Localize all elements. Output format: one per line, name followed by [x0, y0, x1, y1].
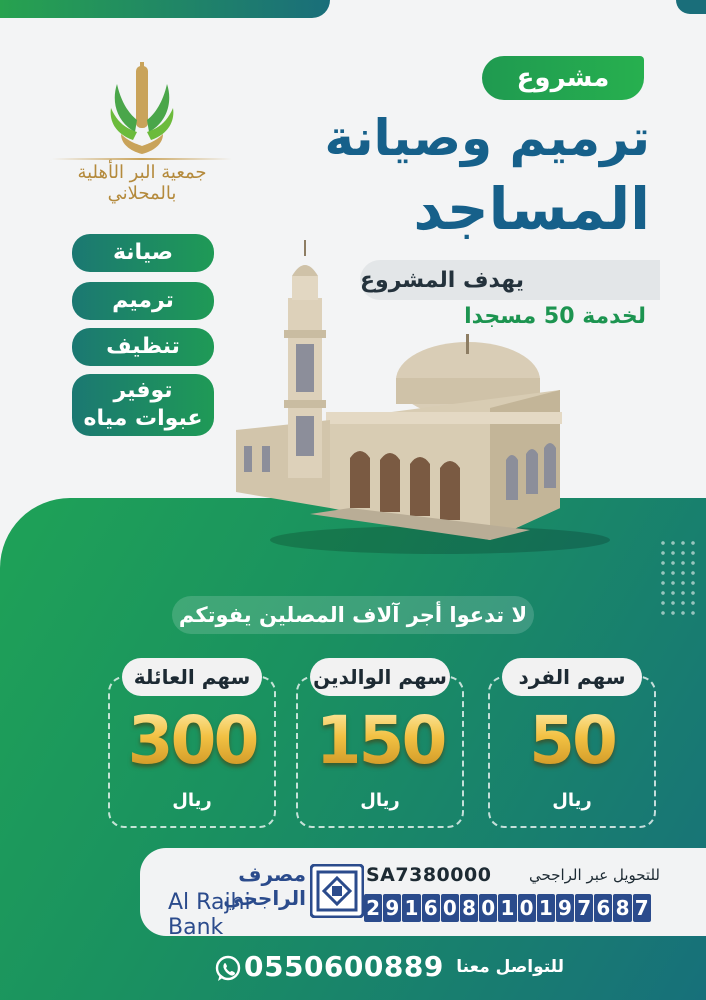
share-card-family[interactable] [108, 665, 276, 828]
service-maintenance: صيانة [72, 234, 214, 272]
share-currency: ريال [552, 790, 592, 811]
goal-target: لخدمة 50 مسجدا [464, 304, 646, 329]
service-water-line-1: توفير [113, 378, 173, 403]
account-digit: 0 [441, 894, 459, 922]
service-water [72, 374, 214, 436]
account-digit: 6 [422, 894, 440, 922]
service-cleaning: تنظيف [72, 328, 214, 366]
account-digit: 9 [556, 894, 574, 922]
share-label: سهم الفرد [502, 658, 642, 696]
account-number[interactable] [364, 894, 651, 922]
share-card-individual[interactable] [488, 665, 656, 828]
account-digit: 1 [402, 894, 420, 922]
share-label: سهم الوالدين [310, 658, 450, 696]
transfer-label: للتحويل عبر الراجحي [529, 866, 660, 884]
service-restoration: ترميم [72, 282, 214, 320]
contact-label: للتواصل معنا [456, 957, 564, 977]
share-amount: 300 [110, 702, 274, 779]
account-digit: 1 [537, 894, 555, 922]
dot-grid-decor [658, 538, 698, 618]
title-line-2: المساجد [413, 175, 650, 243]
goal-pill: يهدف المشروع [360, 260, 660, 300]
bank-transfer-panel [140, 848, 706, 940]
account-digit: 9 [383, 894, 401, 922]
service-water-line-2: عبوات مياه [83, 406, 203, 431]
account-digit: 8 [460, 894, 478, 922]
account-digit: 7 [633, 894, 651, 922]
share-currency: ريال [172, 790, 212, 811]
logo-divider [52, 158, 232, 160]
organization-logo [52, 62, 232, 212]
account-digit: 1 [498, 894, 516, 922]
title-line-1: ترميم وصيانة [324, 109, 650, 167]
bank-logo-icon [310, 864, 364, 918]
top-right-decor [676, 0, 706, 14]
top-decor-bar [0, 0, 330, 18]
share-label: سهم العائلة [122, 658, 262, 696]
organization-name: جمعية البر الأهلية بالمحلاني [77, 162, 207, 204]
share-amount: 50 [490, 702, 654, 779]
account-digit: 6 [594, 894, 612, 922]
wheat-logo-icon [107, 62, 177, 157]
share-amount: 150 [298, 702, 462, 779]
whatsapp-icon[interactable] [214, 955, 242, 983]
account-digit: 0 [518, 894, 536, 922]
bank-name-english: Al Rajhi Bank [168, 890, 251, 940]
share-currency: ريال [360, 790, 400, 811]
account-digit: 7 [575, 894, 593, 922]
account-digit: 0 [479, 894, 497, 922]
mosque-illustration [230, 240, 620, 560]
account-digit: 8 [613, 894, 631, 922]
share-card-parents[interactable] [296, 665, 464, 828]
slogan: لا تدعوا أجر آلاف المصلين يفوتكم [172, 596, 534, 634]
iban-prefix[interactable]: SA7380000 [366, 864, 492, 886]
contact-phone[interactable]: 0550600889 [244, 950, 444, 983]
account-digit: 2 [364, 894, 382, 922]
project-label: مشروع [482, 56, 644, 100]
bank-name-arabic: مصرف الراجحي [223, 862, 306, 910]
